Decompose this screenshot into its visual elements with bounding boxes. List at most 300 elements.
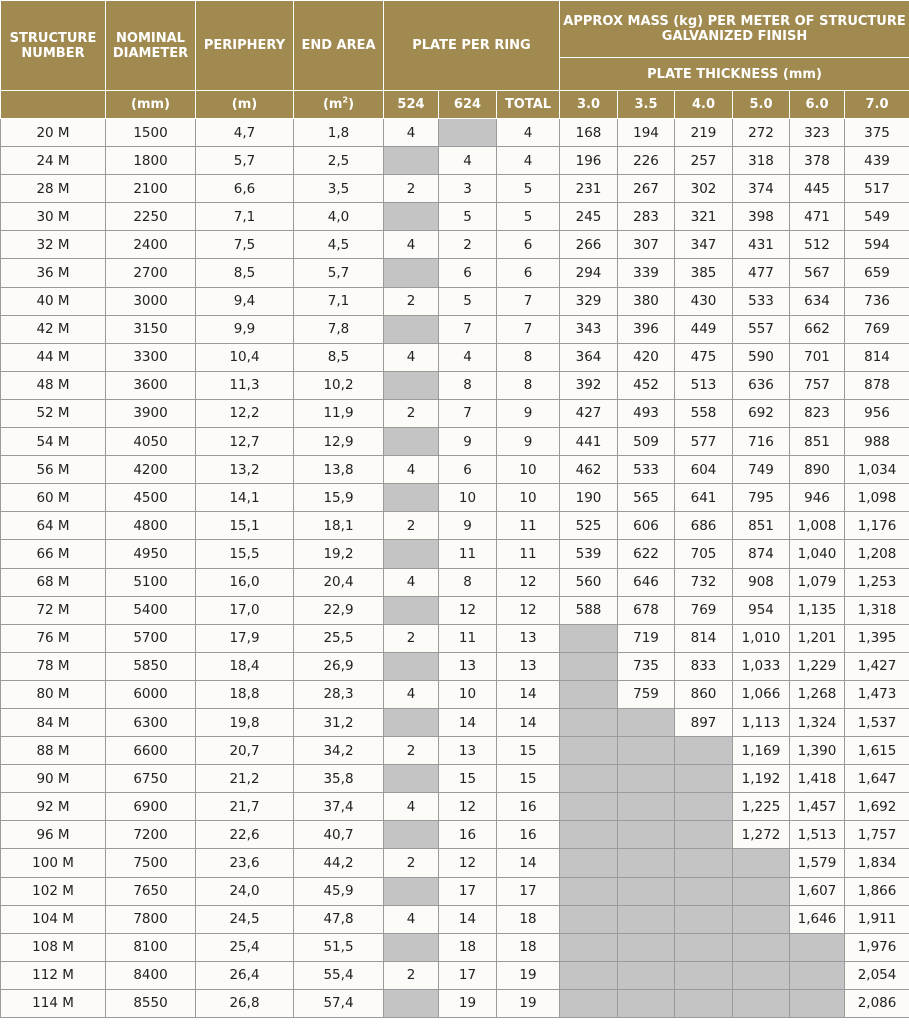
cell-periphery: 26,4 — [196, 961, 294, 989]
cell-mass-5-0 — [733, 877, 790, 905]
cell-periphery: 7,1 — [196, 203, 294, 231]
cell-plate-524 — [384, 315, 439, 343]
cell-structure-number: 104 M — [1, 905, 106, 933]
cell-plate-total: 14 — [497, 849, 560, 877]
cell-nominal-diameter: 6300 — [106, 708, 196, 736]
cell-periphery: 10,4 — [196, 343, 294, 371]
cell-plate-524 — [384, 933, 439, 961]
cell-structure-number: 28 M — [1, 175, 106, 203]
cell-mass-6-0: 1,229 — [790, 652, 845, 680]
cell-periphery: 12,7 — [196, 428, 294, 456]
cell-mass-6-0: 445 — [790, 175, 845, 203]
cell-plate-524 — [384, 821, 439, 849]
cell-nominal-diameter: 1500 — [106, 119, 196, 147]
cell-periphery: 21,7 — [196, 793, 294, 821]
cell-end-area: 22,9 — [294, 596, 384, 624]
cell-mass-6-0: 512 — [790, 231, 845, 259]
cell-mass-5-0: 1,010 — [733, 624, 790, 652]
cell-mass-7-0: 594 — [845, 231, 909, 259]
table-row — [1, 484, 909, 512]
cell-mass-7-0: 1,615 — [845, 737, 909, 765]
cell-mass-6-0 — [790, 961, 845, 989]
cell-mass-4-0: 321 — [675, 203, 733, 231]
cell-mass-5-0: 374 — [733, 175, 790, 203]
cell-mass-3-0: 245 — [560, 203, 618, 231]
header-structure-number: STRUCTURE NUMBER — [1, 1, 106, 91]
cell-nominal-diameter: 3600 — [106, 371, 196, 399]
cell-nominal-diameter: 2400 — [106, 231, 196, 259]
cell-mass-6-0: 1,079 — [790, 568, 845, 596]
cell-mass-3-0: 266 — [560, 231, 618, 259]
cell-mass-3-0: 329 — [560, 287, 618, 315]
cell-nominal-diameter: 5850 — [106, 652, 196, 680]
cell-mass-3-0: 343 — [560, 315, 618, 343]
cell-mass-6-0: 1,646 — [790, 905, 845, 933]
cell-mass-7-0: 1,253 — [845, 568, 909, 596]
cell-mass-6-0: 890 — [790, 456, 845, 484]
cell-mass-4-0: 897 — [675, 708, 733, 736]
cell-mass-7-0: 659 — [845, 259, 909, 287]
cell-mass-3-0: 525 — [560, 512, 618, 540]
cell-mass-5-0: 1,272 — [733, 821, 790, 849]
cell-plate-624: 10 — [439, 680, 497, 708]
cell-mass-3-0 — [560, 989, 618, 1017]
cell-plate-524 — [384, 428, 439, 456]
cell-plate-total: 9 — [497, 428, 560, 456]
cell-mass-7-0: 517 — [845, 175, 909, 203]
cell-plate-524: 2 — [384, 624, 439, 652]
cell-plate-524: 2 — [384, 175, 439, 203]
cell-plate-524: 4 — [384, 680, 439, 708]
cell-mass-6-0: 323 — [790, 119, 845, 147]
cell-mass-6-0: 1,457 — [790, 793, 845, 821]
cell-end-area: 5,7 — [294, 259, 384, 287]
cell-mass-3-5: 622 — [618, 540, 675, 568]
cell-mass-6-0: 1,390 — [790, 737, 845, 765]
cell-mass-4-0: 705 — [675, 540, 733, 568]
cell-plate-624: 14 — [439, 905, 497, 933]
cell-nominal-diameter: 2100 — [106, 175, 196, 203]
cell-plate-total: 8 — [497, 343, 560, 371]
cell-plate-total: 19 — [497, 989, 560, 1017]
cell-nominal-diameter: 3300 — [106, 343, 196, 371]
table-row — [1, 371, 909, 399]
cell-end-area: 3,5 — [294, 175, 384, 203]
cell-plate-524: 2 — [384, 737, 439, 765]
cell-plate-total: 5 — [497, 175, 560, 203]
cell-mass-3-0: 294 — [560, 259, 618, 287]
cell-structure-number: 92 M — [1, 793, 106, 821]
cell-mass-7-0: 439 — [845, 147, 909, 175]
cell-mass-5-0: 1,033 — [733, 652, 790, 680]
cell-plate-total: 14 — [497, 708, 560, 736]
cell-nominal-diameter: 5700 — [106, 624, 196, 652]
cell-periphery: 5,7 — [196, 147, 294, 175]
cell-mass-5-0: 908 — [733, 568, 790, 596]
cell-mass-3-0: 231 — [560, 175, 618, 203]
cell-mass-7-0: 878 — [845, 371, 909, 399]
cell-mass-5-0: 272 — [733, 119, 790, 147]
cell-mass-4-0: 732 — [675, 568, 733, 596]
cell-nominal-diameter: 8550 — [106, 989, 196, 1017]
cell-periphery: 17,9 — [196, 624, 294, 652]
cell-mass-6-0: 851 — [790, 428, 845, 456]
cell-mass-4-0 — [675, 793, 733, 821]
cell-periphery: 19,8 — [196, 708, 294, 736]
cell-mass-5-0: 795 — [733, 484, 790, 512]
cell-periphery: 24,5 — [196, 905, 294, 933]
cell-end-area: 26,9 — [294, 652, 384, 680]
cell-mass-3-5: 339 — [618, 259, 675, 287]
cell-mass-4-0: 558 — [675, 399, 733, 427]
cell-mass-5-0: 1,066 — [733, 680, 790, 708]
cell-mass-3-5: 678 — [618, 596, 675, 624]
cell-mass-3-0: 168 — [560, 119, 618, 147]
cell-mass-4-0: 577 — [675, 428, 733, 456]
cell-plate-524 — [384, 371, 439, 399]
table-row — [1, 849, 909, 877]
table-row — [1, 540, 909, 568]
cell-mass-5-0: 318 — [733, 147, 790, 175]
cell-end-area: 40,7 — [294, 821, 384, 849]
cell-mass-3-0 — [560, 849, 618, 877]
cell-mass-6-0: 1,135 — [790, 596, 845, 624]
cell-end-area: 12,9 — [294, 428, 384, 456]
cell-structure-number: 84 M — [1, 708, 106, 736]
cell-structure-number: 40 M — [1, 287, 106, 315]
table-row — [1, 343, 909, 371]
cell-mass-4-0 — [675, 849, 733, 877]
cell-mass-5-0: 590 — [733, 343, 790, 371]
cell-mass-3-0: 427 — [560, 399, 618, 427]
cell-plate-624: 15 — [439, 765, 497, 793]
cell-plate-524: 4 — [384, 231, 439, 259]
cell-plate-524: 4 — [384, 456, 439, 484]
cell-mass-7-0: 1,098 — [845, 484, 909, 512]
cell-plate-524: 4 — [384, 793, 439, 821]
col-thickness-5-0: 5.0 — [733, 91, 790, 119]
cell-mass-3-5: 396 — [618, 315, 675, 343]
cell-mass-5-0: 1,225 — [733, 793, 790, 821]
cell-mass-6-0: 823 — [790, 399, 845, 427]
cell-nominal-diameter: 8100 — [106, 933, 196, 961]
cell-periphery: 20,7 — [196, 737, 294, 765]
cell-plate-524 — [384, 765, 439, 793]
cell-end-area: 45,9 — [294, 877, 384, 905]
cell-nominal-diameter: 6750 — [106, 765, 196, 793]
cell-periphery: 14,1 — [196, 484, 294, 512]
table-row — [1, 708, 909, 736]
cell-plate-624: 14 — [439, 708, 497, 736]
cell-structure-number: 54 M — [1, 428, 106, 456]
cell-nominal-diameter: 7800 — [106, 905, 196, 933]
cell-end-area: 7,8 — [294, 315, 384, 343]
cell-mass-4-0: 475 — [675, 343, 733, 371]
cell-mass-7-0: 1,427 — [845, 652, 909, 680]
cell-periphery: 4,7 — [196, 119, 294, 147]
cell-plate-524 — [384, 203, 439, 231]
cell-mass-5-0: 431 — [733, 231, 790, 259]
cell-mass-4-0: 686 — [675, 512, 733, 540]
cell-end-area: 51,5 — [294, 933, 384, 961]
cell-mass-7-0: 549 — [845, 203, 909, 231]
cell-plate-624: 12 — [439, 849, 497, 877]
cell-plate-524 — [384, 147, 439, 175]
cell-plate-524 — [384, 989, 439, 1017]
cell-structure-number: 60 M — [1, 484, 106, 512]
cell-mass-3-0 — [560, 877, 618, 905]
cell-mass-3-0: 364 — [560, 343, 618, 371]
cell-plate-total: 12 — [497, 568, 560, 596]
header-approx-mass: APPROX MASS (kg) PER METER OF STRUCTURE GALVANIZED FINISH — [560, 1, 909, 58]
cell-plate-524 — [384, 708, 439, 736]
cell-plate-624: 17 — [439, 877, 497, 905]
cell-mass-5-0: 1,192 — [733, 765, 790, 793]
cell-mass-5-0: 749 — [733, 456, 790, 484]
col-thickness-6-0: 6.0 — [790, 91, 845, 119]
cell-structure-number: 102 M — [1, 877, 106, 905]
cell-mass-3-5 — [618, 821, 675, 849]
cell-periphery: 11,3 — [196, 371, 294, 399]
cell-periphery: 18,8 — [196, 680, 294, 708]
cell-mass-7-0: 1,318 — [845, 596, 909, 624]
cell-mass-7-0: 375 — [845, 119, 909, 147]
cell-periphery: 8,5 — [196, 259, 294, 287]
cell-end-area: 15,9 — [294, 484, 384, 512]
cell-mass-4-0: 604 — [675, 456, 733, 484]
cell-plate-total: 9 — [497, 399, 560, 427]
cell-mass-3-0 — [560, 765, 618, 793]
cell-structure-number: 24 M — [1, 147, 106, 175]
cell-mass-6-0: 946 — [790, 484, 845, 512]
cell-plate-total: 17 — [497, 877, 560, 905]
cell-mass-3-5: 533 — [618, 456, 675, 484]
cell-plate-624: 4 — [439, 147, 497, 175]
cell-mass-3-5 — [618, 849, 675, 877]
cell-mass-5-0: 557 — [733, 315, 790, 343]
cell-structure-number: 44 M — [1, 343, 106, 371]
cell-structure-number: 36 M — [1, 259, 106, 287]
cell-structure-number: 72 M — [1, 596, 106, 624]
cell-structure-number: 32 M — [1, 231, 106, 259]
cell-plate-524: 2 — [384, 512, 439, 540]
cell-end-area: 28,3 — [294, 680, 384, 708]
cell-nominal-diameter: 2250 — [106, 203, 196, 231]
cell-mass-5-0: 874 — [733, 540, 790, 568]
cell-end-area: 18,1 — [294, 512, 384, 540]
cell-plate-524 — [384, 484, 439, 512]
cell-plate-total: 6 — [497, 259, 560, 287]
cell-end-area: 25,5 — [294, 624, 384, 652]
cell-mass-6-0: 1,607 — [790, 877, 845, 905]
cell-nominal-diameter: 6600 — [106, 737, 196, 765]
cell-mass-3-5: 452 — [618, 371, 675, 399]
cell-mass-3-5: 759 — [618, 680, 675, 708]
cell-mass-3-5 — [618, 708, 675, 736]
cell-mass-5-0 — [733, 849, 790, 877]
cell-mass-5-0: 398 — [733, 203, 790, 231]
cell-mass-6-0: 701 — [790, 343, 845, 371]
cell-mass-3-5: 493 — [618, 399, 675, 427]
cell-mass-6-0: 1,418 — [790, 765, 845, 793]
cell-mass-4-0 — [675, 737, 733, 765]
cell-periphery: 23,6 — [196, 849, 294, 877]
cell-mass-6-0 — [790, 989, 845, 1017]
cell-plate-624: 18 — [439, 933, 497, 961]
cell-mass-6-0: 1,040 — [790, 540, 845, 568]
cell-mass-3-5: 307 — [618, 231, 675, 259]
cell-structure-number: 80 M — [1, 680, 106, 708]
cell-nominal-diameter: 3150 — [106, 315, 196, 343]
cell-periphery: 9,9 — [196, 315, 294, 343]
cell-end-area: 4,5 — [294, 231, 384, 259]
cell-mass-3-5 — [618, 793, 675, 821]
table-row — [1, 119, 909, 147]
cell-mass-4-0: 347 — [675, 231, 733, 259]
cell-plate-total: 11 — [497, 540, 560, 568]
cell-mass-7-0: 1,176 — [845, 512, 909, 540]
col-thickness-7-0: 7.0 — [845, 91, 909, 119]
cell-mass-3-0: 588 — [560, 596, 618, 624]
cell-mass-5-0 — [733, 933, 790, 961]
cell-nominal-diameter: 4500 — [106, 484, 196, 512]
cell-mass-3-5: 565 — [618, 484, 675, 512]
table-row — [1, 737, 909, 765]
cell-nominal-diameter: 3000 — [106, 287, 196, 315]
cell-structure-number: 20 M — [1, 119, 106, 147]
cell-structure-number: 76 M — [1, 624, 106, 652]
cell-structure-number: 66 M — [1, 540, 106, 568]
cell-mass-6-0: 1,579 — [790, 849, 845, 877]
cell-periphery: 21,2 — [196, 765, 294, 793]
cell-periphery: 6,6 — [196, 175, 294, 203]
cell-periphery: 25,4 — [196, 933, 294, 961]
cell-mass-4-0 — [675, 765, 733, 793]
table-row — [1, 905, 909, 933]
cell-periphery: 18,4 — [196, 652, 294, 680]
cell-mass-4-0 — [675, 905, 733, 933]
cell-mass-5-0 — [733, 905, 790, 933]
cell-plate-total: 18 — [497, 905, 560, 933]
cell-plate-524: 2 — [384, 399, 439, 427]
table-row — [1, 203, 909, 231]
table-row — [1, 147, 909, 175]
cell-mass-4-0 — [675, 989, 733, 1017]
cell-mass-7-0: 1,976 — [845, 933, 909, 961]
cell-mass-3-5: 719 — [618, 624, 675, 652]
cell-nominal-diameter: 7650 — [106, 877, 196, 905]
cell-mass-7-0: 1,208 — [845, 540, 909, 568]
col-thickness-3-5: 3.5 — [618, 91, 675, 119]
cell-mass-3-5: 606 — [618, 512, 675, 540]
cell-nominal-diameter: 4800 — [106, 512, 196, 540]
cell-mass-6-0: 567 — [790, 259, 845, 287]
table-row — [1, 821, 909, 849]
cell-mass-6-0: 471 — [790, 203, 845, 231]
cell-end-area: 4,0 — [294, 203, 384, 231]
header-plate-per-ring: PLATE PER RING — [384, 1, 560, 91]
cell-plate-total: 10 — [497, 484, 560, 512]
cell-plate-total: 7 — [497, 315, 560, 343]
cell-periphery: 7,5 — [196, 231, 294, 259]
cell-end-area: 2,5 — [294, 147, 384, 175]
cell-mass-7-0: 1,834 — [845, 849, 909, 877]
cell-end-area: 20,4 — [294, 568, 384, 596]
cell-mass-4-0: 219 — [675, 119, 733, 147]
cell-structure-number: 68 M — [1, 568, 106, 596]
cell-plate-total: 15 — [497, 765, 560, 793]
cell-mass-4-0: 449 — [675, 315, 733, 343]
cell-mass-3-0 — [560, 933, 618, 961]
cell-mass-3-0: 392 — [560, 371, 618, 399]
cell-plate-624 — [439, 119, 497, 147]
cell-mass-3-0: 441 — [560, 428, 618, 456]
table-row — [1, 428, 909, 456]
cell-plate-total: 16 — [497, 821, 560, 849]
cell-plate-624: 4 — [439, 343, 497, 371]
cell-mass-7-0: 2,054 — [845, 961, 909, 989]
cell-mass-4-0 — [675, 821, 733, 849]
cell-mass-3-0 — [560, 708, 618, 736]
cell-nominal-diameter: 7500 — [106, 849, 196, 877]
cell-mass-7-0: 988 — [845, 428, 909, 456]
table-row — [1, 961, 909, 989]
cell-mass-4-0: 302 — [675, 175, 733, 203]
cell-mass-7-0: 736 — [845, 287, 909, 315]
cell-end-area: 31,2 — [294, 708, 384, 736]
cell-mass-3-0: 560 — [560, 568, 618, 596]
cell-periphery: 16,0 — [196, 568, 294, 596]
cell-mass-7-0: 1,395 — [845, 624, 909, 652]
cell-mass-6-0 — [790, 933, 845, 961]
table-body — [1, 119, 909, 1018]
cell-mass-3-0 — [560, 680, 618, 708]
cell-mass-3-5: 267 — [618, 175, 675, 203]
header-end-area: END AREA — [294, 1, 384, 91]
cell-plate-total: 14 — [497, 680, 560, 708]
cell-plate-624: 8 — [439, 568, 497, 596]
cell-periphery: 13,2 — [196, 456, 294, 484]
cell-mass-3-5: 509 — [618, 428, 675, 456]
cell-mass-7-0: 1,647 — [845, 765, 909, 793]
cell-plate-524: 4 — [384, 119, 439, 147]
cell-mass-3-5: 226 — [618, 147, 675, 175]
col-thickness-4-0: 4.0 — [675, 91, 733, 119]
header-plate-thickness: PLATE THICKNESS (mm) — [560, 58, 909, 91]
table-row — [1, 933, 909, 961]
cell-structure-number: 78 M — [1, 652, 106, 680]
cell-mass-3-5: 735 — [618, 652, 675, 680]
cell-plate-524: 4 — [384, 905, 439, 933]
cell-mass-7-0: 1,866 — [845, 877, 909, 905]
cell-mass-3-5 — [618, 905, 675, 933]
cell-mass-7-0: 1,757 — [845, 821, 909, 849]
cell-plate-total: 4 — [497, 119, 560, 147]
cell-end-area: 7,1 — [294, 287, 384, 315]
cell-plate-total: 7 — [497, 287, 560, 315]
cell-mass-5-0: 1,113 — [733, 708, 790, 736]
cell-plate-524: 4 — [384, 568, 439, 596]
cell-nominal-diameter: 7200 — [106, 821, 196, 849]
cell-plate-624: 2 — [439, 231, 497, 259]
cell-plate-524 — [384, 652, 439, 680]
table-header — [1, 1, 909, 119]
table-row — [1, 989, 909, 1017]
cell-plate-624: 7 — [439, 399, 497, 427]
col-plate-524: 524 — [384, 91, 439, 119]
cell-nominal-diameter: 4050 — [106, 428, 196, 456]
cell-mass-5-0: 692 — [733, 399, 790, 427]
